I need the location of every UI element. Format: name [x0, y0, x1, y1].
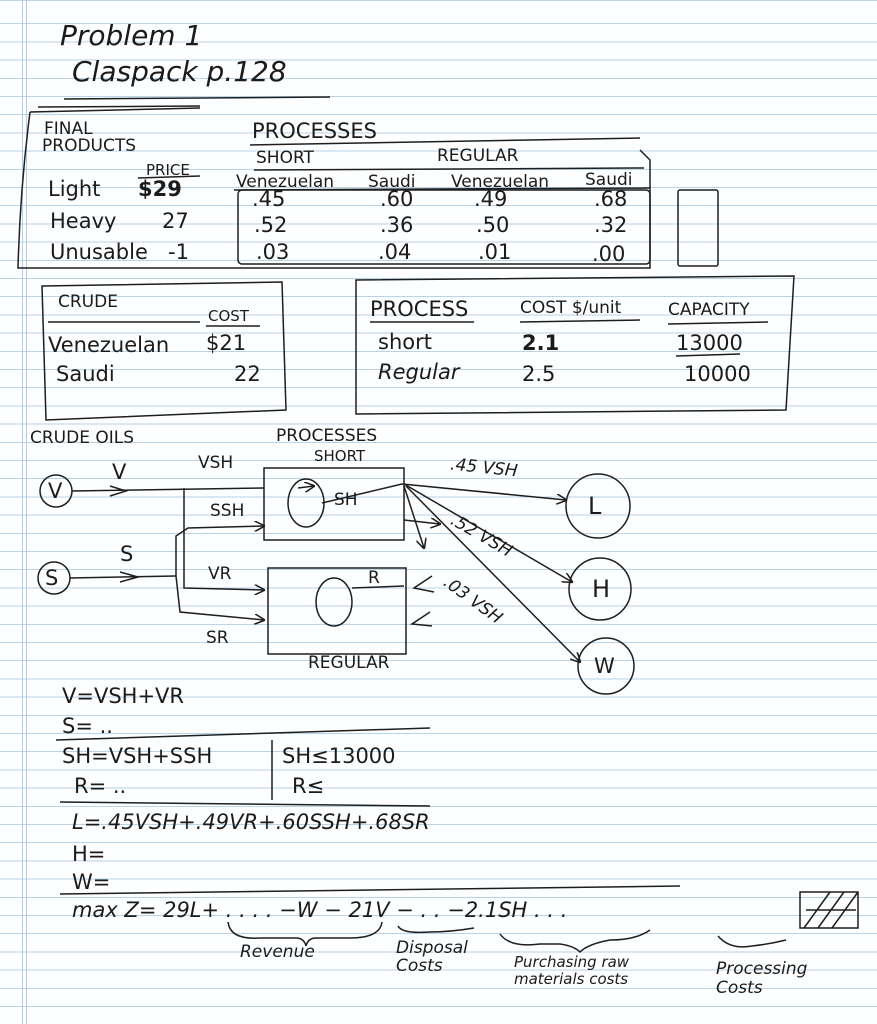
flow-ssh [176, 526, 264, 576]
node-l-circle [566, 474, 630, 538]
yield-cell: .45 [252, 187, 286, 211]
empty-box [678, 190, 718, 266]
brace [228, 922, 382, 946]
processes-subline [254, 168, 644, 170]
final-header-2: PRODUCTS [42, 136, 137, 156]
brace [500, 930, 650, 952]
mixer-arrow [298, 486, 314, 488]
short-header: SHORT [256, 148, 314, 168]
sh-link [322, 484, 402, 503]
product-name-heavy: Heavy [50, 209, 117, 233]
col-header: Venezuelan [451, 172, 550, 192]
objective-function: max Z= 29L+ . . . . −W − 21V − . . −2.1SH . . . [72, 898, 568, 922]
sh-label: SH [334, 490, 358, 510]
brace-label: Disposal Costs [396, 938, 468, 976]
short-box [264, 468, 404, 540]
yield-cell: .01 [478, 240, 512, 264]
yield-cell: .03 [256, 240, 290, 264]
branch-arrow [404, 486, 424, 548]
equation: R≤ [292, 774, 325, 798]
short-mixer [288, 479, 324, 527]
yield-cell: .32 [594, 213, 628, 237]
regular-mixer [316, 578, 352, 626]
crude-oils-label: CRUDE OILS [30, 428, 135, 448]
process-capacity: 13000 [676, 331, 743, 355]
title-line1: Problem 1 [60, 19, 203, 52]
process-capacity: 10000 [684, 362, 751, 386]
crude-cost: $21 [206, 331, 247, 355]
arrowhead [412, 612, 432, 626]
title-underline [64, 97, 330, 99]
eq-rule [60, 886, 680, 894]
equation: SH=VSH+SSH [62, 744, 213, 768]
node-w-circle [578, 638, 634, 694]
flow-vsh-label: VSH [198, 453, 234, 473]
capacity-header: CAPACITY [668, 300, 750, 320]
col-header: Saudi [368, 172, 416, 192]
brace-label: Processing Costs [716, 959, 808, 998]
node-l-label: L [588, 492, 602, 520]
equation: H= [72, 842, 106, 866]
price-underline [138, 176, 200, 178]
equation: R= .. [74, 774, 127, 798]
brace-label: Purchasing raw materials costs [514, 953, 630, 988]
node-h-circle [569, 558, 631, 620]
flow-to-w [406, 486, 580, 662]
yield-cell: .04 [378, 240, 412, 264]
process-cost: 2.5 [522, 362, 556, 386]
diagram-short-label: SHORT [314, 447, 366, 465]
yield-cell: .50 [476, 213, 510, 237]
flow-sr [176, 576, 264, 620]
crude-name: Saudi [56, 362, 115, 386]
node-h-label: H [592, 575, 611, 603]
processes-header: PROCESSES [252, 119, 377, 143]
r-link [352, 586, 404, 588]
flow-v [72, 488, 264, 491]
node-s-label: S [45, 566, 59, 590]
node-s-circle [38, 562, 70, 594]
processes-underline [250, 138, 640, 145]
product-price-unusable: -1 [168, 240, 189, 264]
out-w-label: .03 VSH [439, 572, 506, 629]
flow-s [70, 576, 176, 578]
regular-box [268, 568, 406, 654]
node-v-circle [40, 475, 72, 507]
process-name: Regular [378, 360, 460, 384]
col-header: Saudi [585, 170, 633, 190]
yield-cell: .00 [592, 242, 626, 266]
out-h-label: .52 VSH [447, 510, 516, 562]
brace [718, 936, 786, 947]
equation: SH≤13000 [282, 744, 396, 768]
final-header-1: FINAL [44, 119, 93, 139]
brace-label: Revenue [240, 942, 315, 962]
eq-rule [56, 728, 430, 740]
product-name-unusable: Unusable [50, 240, 148, 264]
diagram-regular-label: REGULAR [308, 653, 390, 673]
process-header: PROCESS [370, 297, 469, 321]
cost-unit-underline [520, 320, 640, 322]
flow-vr-label: VR [208, 564, 232, 584]
crude-name: Venezuelan [48, 333, 170, 357]
arrowhead [414, 576, 434, 592]
crude-cost: 22 [234, 362, 261, 386]
hatch-lines [804, 892, 858, 928]
regular-header: REGULAR [437, 146, 519, 166]
branch-arrow [404, 520, 440, 524]
yield-cell: .52 [254, 213, 288, 237]
yield-cell: .60 [380, 187, 414, 211]
capacity-underline [668, 322, 768, 324]
node-w-label: W [594, 654, 615, 678]
flow-sr-label: SR [206, 628, 229, 648]
capacity-underline [676, 354, 740, 356]
node-v-label: V [48, 479, 63, 503]
r-label: R [368, 568, 380, 588]
yield-cell: .36 [380, 213, 414, 237]
product-price-heavy: 27 [162, 209, 189, 233]
yield-cell: .68 [594, 187, 628, 211]
process-cost: 2.1 [522, 331, 560, 355]
yield-cell: .49 [474, 187, 508, 211]
process-box [356, 276, 794, 414]
price-header: PRICE [146, 161, 190, 179]
equation: L=.45VSH+.49VR+.60SSH+.68SR [72, 810, 430, 834]
title-line2: Claspack p.128 [72, 55, 287, 88]
out-l-label: .45 VSH [449, 454, 519, 482]
flow-v-label: V [112, 460, 127, 484]
process-name: short [378, 330, 432, 354]
flow-vr [184, 488, 264, 590]
crude-cost-header: COST [208, 307, 249, 325]
title-underline [38, 106, 200, 107]
product-price-light: $29 [138, 177, 182, 201]
products-box-top [30, 108, 200, 112]
diagram-processes-label: PROCESSES [276, 426, 378, 446]
equation: V=VSH+VR [62, 684, 185, 708]
col-header: Venezuelan [236, 172, 335, 192]
eq-rule [60, 802, 430, 806]
process-cost-header: COST $/unit [520, 298, 622, 318]
crude-box [42, 282, 286, 420]
product-name-light: Light [48, 177, 101, 201]
flow-s-label: S [120, 542, 134, 566]
crude-header: CRUDE [58, 292, 118, 312]
equation: S= .. [62, 714, 113, 738]
brace [398, 926, 474, 932]
yield-box [238, 187, 650, 264]
flow-ssh-label: SSH [210, 501, 245, 521]
equation: W= [72, 870, 111, 894]
